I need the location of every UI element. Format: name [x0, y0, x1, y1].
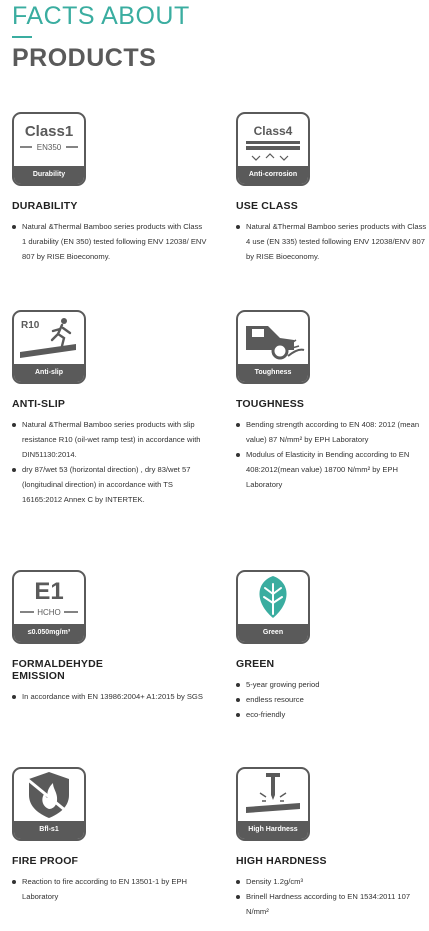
feature-title-line1: FORMALDEHYDE: [12, 658, 104, 670]
icon-band-label: ≤0.050mg/m³: [14, 624, 84, 642]
feature-green: [236, 570, 429, 722]
bullet-item: Bending strength according to EN 408: 2012 (mean value) 87 N/mm² by EPH Laboratory: [236, 417, 429, 447]
feature-title: HIGH HARDNESS: [236, 855, 327, 867]
class4-anti-corrosion-icon: [236, 112, 310, 186]
bullet-item: Density 1.2g/cm³: [236, 874, 429, 889]
bullet-item: endless resource: [236, 692, 429, 707]
feature-anti-slip: [12, 310, 207, 507]
feature-high-hardness: [236, 767, 429, 919]
feature-formaldehyde: [12, 570, 207, 704]
feature-title: USE CLASS: [236, 200, 298, 212]
truck-toughness-icon: [236, 310, 310, 384]
leaf-green-icon: [236, 570, 310, 644]
feature-fire-proof: [12, 767, 207, 904]
icon-band-label: Toughness: [238, 364, 308, 382]
bullet-item: Natural &Thermal Bamboo series products with Class 1 durability (EN 350) tested following ENV 12038/ ENV 807 by RISE Bioeconomy.: [12, 219, 207, 264]
bullet-item: Brinell Hardness according to EN 1534:2011 107 N/mm²: [236, 889, 429, 919]
icon-band-label: Green: [238, 624, 308, 642]
icon-hcho-text: HCHO: [37, 608, 61, 617]
icon-band-label: High Hardness: [238, 821, 308, 839]
bullet-item: Natural &Thermal Bamboo series products with Class 4 use (EN 335) tested following ENV 12038/ENV 807 by RISE Bioeconomy.: [236, 219, 429, 264]
header-title-line2: PRODUCTS: [12, 44, 157, 72]
fire-shield-icon: [12, 767, 86, 841]
class1-durability-icon: [12, 112, 86, 186]
header-title-line1: FACTS ABOUT: [12, 2, 190, 30]
header-divider: [12, 36, 32, 38]
bullet-item: dry 87/wet 53 (horizontal direction) , dry 83/wet 57 (longitudinal direction) in accordance with TS 16165:2012 Annex C by INTERTEK.: [12, 462, 207, 507]
feature-use-class: [236, 112, 429, 264]
nail-high-hardness-icon: [236, 767, 310, 841]
feature-title: FIRE PROOF: [12, 855, 79, 867]
feature-title: [12, 658, 207, 682]
feature-toughness: [236, 310, 429, 492]
icon-en350-text: EN350: [36, 143, 62, 152]
e1-hcho-icon: [12, 570, 86, 644]
bullet-item: eco-friendly: [236, 707, 429, 722]
bullet-item: Reaction to fire according to EN 13501-1 by EPH Laboratory: [12, 874, 207, 904]
icon-class1-text: Class1: [24, 123, 74, 140]
feature-title: ANTI-SLIP: [12, 398, 66, 410]
icon-e1-text: E1: [34, 578, 64, 605]
feature-title: TOUGHNESS: [236, 398, 305, 410]
bullet-item: Modulus of Elasticity in Bending according to EN 408:2012(mean value) 18700 N/mm² by EPH Laboratory: [236, 447, 429, 492]
icon-band-label: Anti-corrosion: [238, 166, 308, 184]
icon-band-label: Bfl-s1: [14, 821, 84, 839]
feature-title: DURABILITY: [12, 200, 78, 212]
icon-r10-text: R10: [21, 320, 40, 331]
feature-title-line2: EMISSION: [12, 670, 65, 682]
icon-band-label: Anti-slip: [14, 364, 84, 382]
bullet-item: Natural &Thermal Bamboo series products with slip resistance R10 (oil-wet ramp test) in accordance with DIN51130:2014.: [12, 417, 207, 462]
bullet-item: 5-year growing period: [236, 677, 429, 692]
bullet-item: In accordance with EN 13986:2004+ A1:2015 by SGS: [12, 689, 207, 704]
anti-slip-runner-icon: [12, 310, 86, 384]
icon-class4-text: Class4: [253, 124, 293, 138]
icon-band-label: Durability: [14, 166, 84, 184]
feature-title: GREEN: [236, 658, 275, 670]
feature-durability: [12, 112, 207, 264]
